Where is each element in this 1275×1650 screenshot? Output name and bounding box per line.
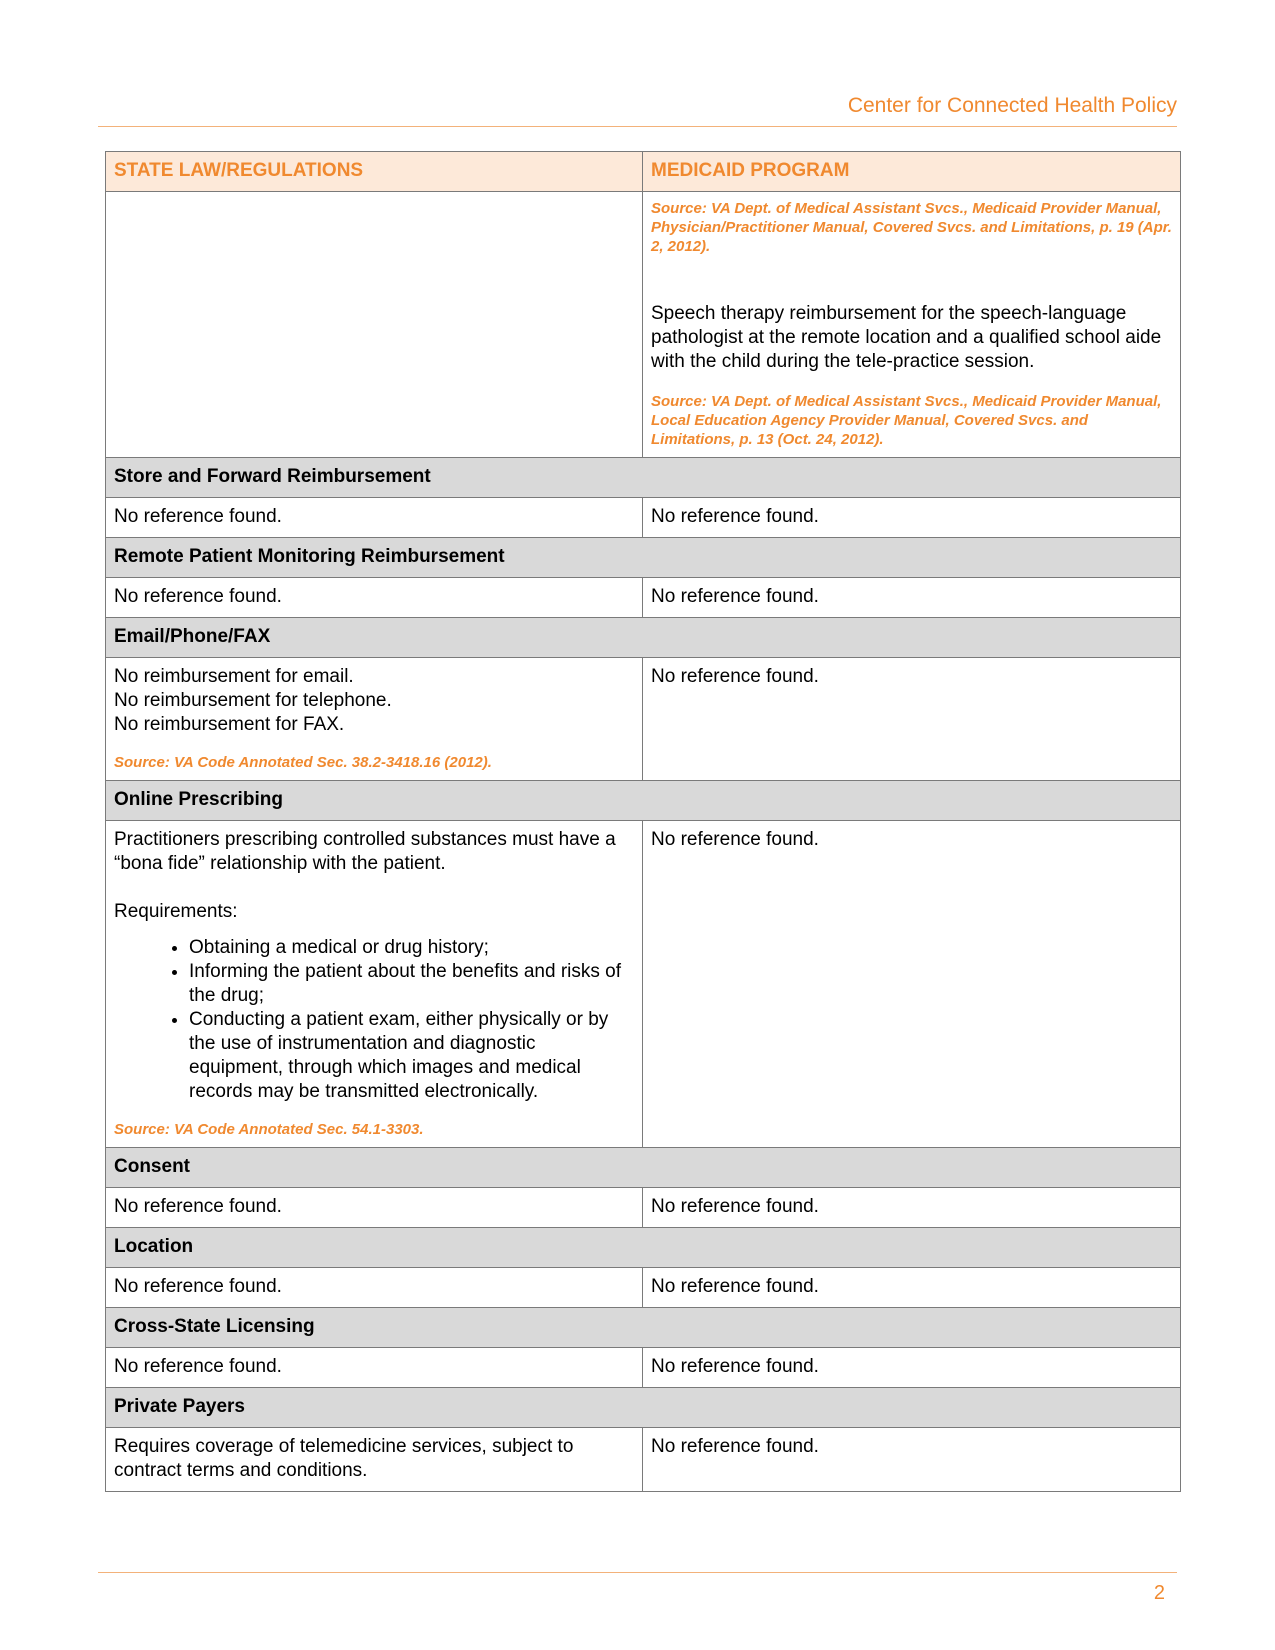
medicaid-cell: No reference found.	[643, 658, 1181, 781]
table-row	[106, 1188, 1181, 1228]
medicaid-cell: No reference found.	[643, 1268, 1181, 1308]
source-citation: Source: VA Dept. of Medical Assistant Svcs., Medicaid Provider Manual, Local Education Agency Provider Manual, Covered Svcs. and Limitations, p. 13 (Oct. 24, 2012).	[651, 393, 1162, 448]
header-title: Center for Connected Health Policy	[847, 94, 1177, 117]
state-law-cell: No reference found.	[106, 578, 643, 618]
medicaid-cell: No reference found.	[643, 1188, 1181, 1228]
section-row-email	[106, 618, 1181, 658]
table-row	[106, 1268, 1181, 1308]
section-row-rpm	[106, 538, 1181, 578]
section-title: Cross-State Licensing	[106, 1308, 1181, 1348]
telephone-line: No reimbursement for telephone.	[114, 690, 392, 711]
source-citation: Source: VA Code Annotated Sec. 54.1-3303.	[114, 1121, 424, 1138]
state-law-cell: No reference found.	[106, 1188, 643, 1228]
list-item: • Obtaining a medical or drug history;	[189, 936, 634, 960]
medicaid-cell: No reference found.	[643, 821, 1181, 1148]
page-number: 2	[1153, 1582, 1165, 1604]
table-row	[106, 658, 1181, 781]
state-law-cell: Requires coverage of telemedicine services, subject to contract terms and conditions.	[106, 1428, 643, 1492]
medicaid-cell: No reference found.	[643, 498, 1181, 538]
table-row	[106, 578, 1181, 618]
col-header-medicaid: MEDICAID PROGRAM	[643, 152, 1181, 192]
section-title: Location	[106, 1228, 1181, 1268]
section-title: Store and Forward Reimbursement	[106, 458, 1181, 498]
section-title: Consent	[106, 1148, 1181, 1188]
list-item: • Conducting a patient exam, either physically or by the use of instrumentation and diagnostic equipment, through which images and medical records may be transmitted electronically.	[189, 1008, 634, 1104]
section-title: Online Prescribing	[106, 781, 1181, 821]
table-row	[106, 1428, 1181, 1492]
medicaid-cell: No reference found.	[643, 1348, 1181, 1388]
state-law-cell	[106, 658, 643, 781]
section-row-private-payers	[106, 1388, 1181, 1428]
speech-therapy-text: Speech therapy reimbursement for the speech-language pathologist at the remote location and a qualified school aide with the child during the tele-practice session.	[651, 303, 1162, 372]
section-row-location	[106, 1228, 1181, 1268]
state-law-cell: No reference found.	[106, 1268, 643, 1308]
col-header-state-law: STATE LAW/REGULATIONS	[106, 152, 643, 192]
fax-line: No reimbursement for FAX.	[114, 714, 345, 735]
prescribing-intro: Practitioners prescribing controlled substances must have a “bona fide” relationship with the patient.	[114, 829, 616, 874]
section-title: Private Payers	[106, 1388, 1181, 1428]
section-row-prescribing	[106, 781, 1181, 821]
requirements-list	[114, 936, 634, 1104]
list-item: • Informing the patient about the benefits and risks of the drug;	[189, 960, 634, 1008]
policy-table	[105, 151, 1181, 1492]
continued-medicaid-cell	[643, 192, 1181, 458]
footer-divider	[98, 1572, 1177, 1573]
table-row	[106, 821, 1181, 1148]
state-law-cell	[106, 821, 643, 1148]
section-row-licensing	[106, 1308, 1181, 1348]
email-line: No reimbursement for email.	[114, 666, 354, 687]
source-citation: Source: VA Code Annotated Sec. 38.2-3418.16 (2012).	[114, 754, 492, 771]
section-row-store-forward	[106, 458, 1181, 498]
state-law-cell: No reference found.	[106, 498, 643, 538]
continued-state-cell	[106, 192, 643, 458]
table-header-row	[106, 152, 1181, 192]
medicaid-cell: No reference found.	[643, 1428, 1181, 1492]
requirements-label: Requirements:	[114, 901, 238, 922]
state-law-cell: No reference found.	[106, 1348, 643, 1388]
section-title: Remote Patient Monitoring Reimbursement	[106, 538, 1181, 578]
source-citation: Source: VA Dept. of Medical Assistant Svcs., Medicaid Provider Manual, Physician/Practitioner Manual, Covered Svcs. and Limitations, p. 19 (Apr. 2, 2012).	[651, 200, 1172, 255]
header-divider	[98, 126, 1177, 127]
section-title: Email/Phone/FAX	[106, 618, 1181, 658]
section-row-consent	[106, 1148, 1181, 1188]
table-row-continued	[106, 192, 1181, 458]
table-row	[106, 498, 1181, 538]
medicaid-cell: No reference found.	[643, 578, 1181, 618]
table-row	[106, 1348, 1181, 1388]
